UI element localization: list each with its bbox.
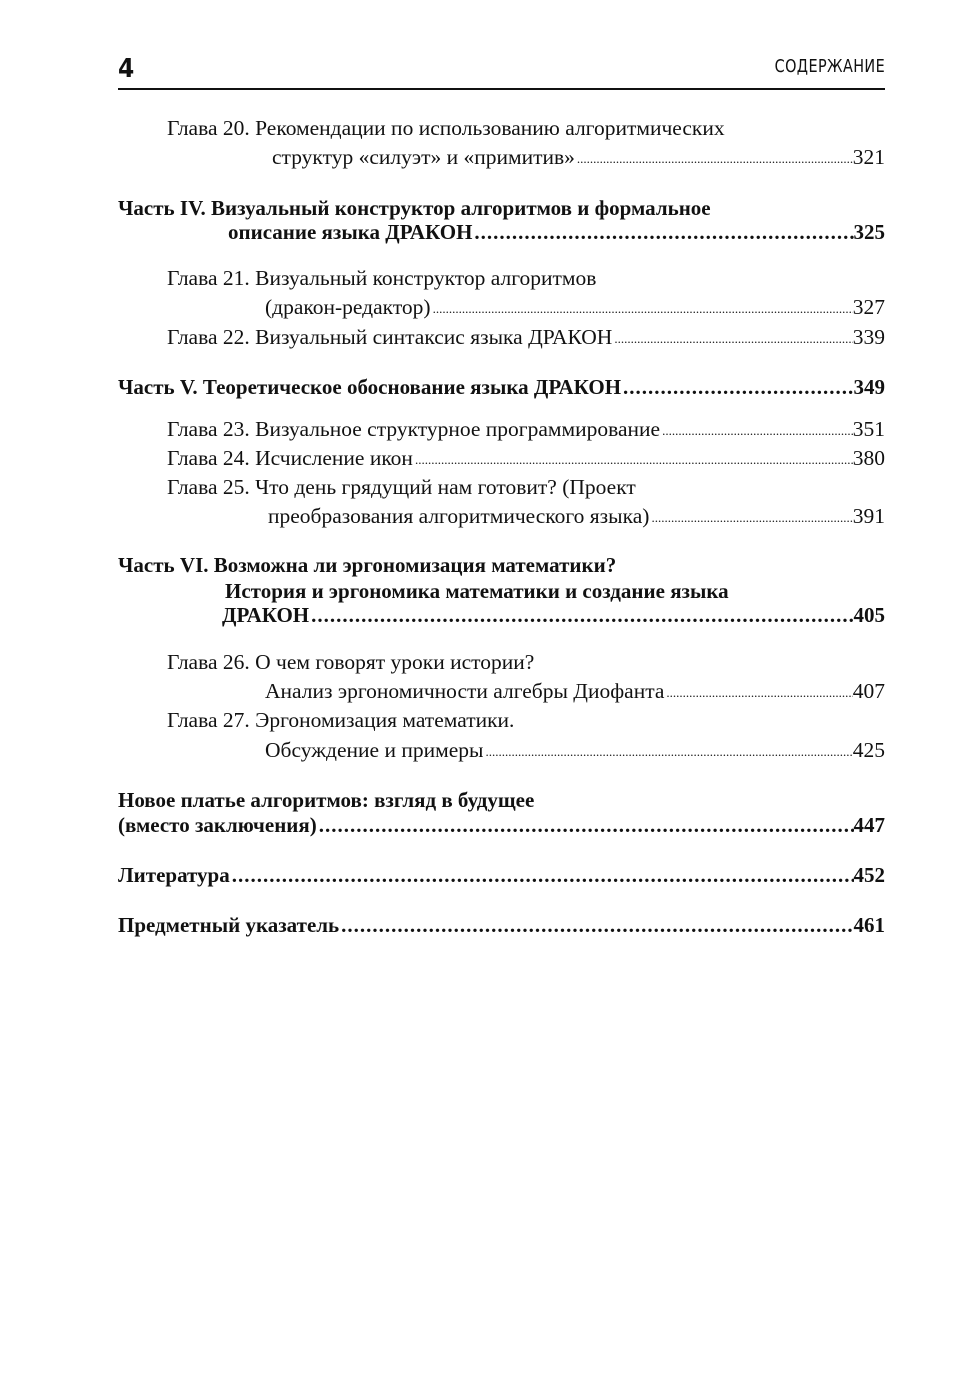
page-number: 4 [118,54,135,84]
dot-leader [483,737,852,763]
dot-leader [309,602,853,628]
dot-leader [413,445,853,471]
toc-part-title: Часть VI. Возможна ли эргономизация математики? [118,553,617,577]
dot-leader [660,416,853,442]
toc-entry-title: Глава 22. Визуальный синтаксис языка ДРАКОН [167,325,613,349]
toc-part5[interactable] [118,374,885,400]
dot-leader [621,374,853,400]
dot-leader [339,912,853,938]
toc-entry-title: (дракон-редактор) [265,295,431,319]
toc-entry-title: Обсуждение и примеры [265,738,484,762]
dot-leader [230,862,854,888]
dot-leader [472,219,853,245]
toc-part-title: Часть V. Теоретическое обоснование языка ДРАКОН [118,375,622,399]
dot-leader [612,324,852,350]
toc-entry-ch22[interactable] [167,324,885,350]
toc-index[interactable] [118,912,885,938]
toc-entry-title: Глава 25. Что день грядущий нам готовит? (Проект [167,475,636,499]
toc-entry-title: структур «силуэт» и «примитив» [272,145,575,169]
toc-entry-title: Анализ эргономичности алгебры Диофанта [265,679,665,703]
header-rule [118,88,885,90]
toc-page-number: 327 [852,295,885,319]
toc-entry-title: преобразования алгоритмического языка) [268,504,650,528]
toc-part6-line2 [225,578,885,604]
toc-entry-ch27[interactable] [265,737,885,763]
dot-leader [664,678,852,704]
toc-page-number: 321 [852,145,885,169]
toc-entry-ch26-line1 [167,649,885,675]
toc-page-number: 425 [852,738,885,762]
toc-entry-ch20[interactable] [272,144,885,170]
toc-page-number: 351 [852,417,885,441]
toc-part-title: (вместо заключения) [118,813,317,837]
toc-part-title: Литература [118,863,230,887]
toc-part-title: История и эргономика математики и создание языка [225,579,729,603]
toc-entry-title: Глава 24. Исчисление икон [167,446,413,470]
toc-entry-ch25-line1 [167,474,885,500]
toc-part6[interactable] [222,602,885,628]
toc-entry-ch20-line1 [167,115,885,141]
toc-entry-title: Глава 27. Эргономизация математики. [167,708,515,732]
toc-entry-ch21-line1 [167,265,885,291]
toc-page-number: 405 [853,603,885,627]
toc-page-number: 380 [852,446,885,470]
toc-entry-ch23[interactable] [167,416,885,442]
running-title: СОДЕРЖАНИЕ [774,56,885,77]
dot-leader [317,812,854,838]
toc-page-number: 349 [853,375,885,399]
toc-page-number: 339 [852,325,885,349]
toc-part-title: описание языка ДРАКОН [228,220,473,244]
toc-page-number: 407 [852,679,885,703]
toc-page-number: 325 [853,220,885,244]
toc-part-title: Новое платье алгоритмов: взгляд в будущее [118,788,535,812]
toc-part6-line1 [118,552,885,578]
toc-part-title: Часть IV. Визуальный конструктор алгоритмов и формальное [118,196,711,220]
toc-entry-ch27-line1 [167,707,885,733]
dot-leader [575,144,853,170]
toc-page-number: 461 [853,913,885,937]
toc-literature[interactable] [118,862,885,888]
toc-entry-ch26[interactable] [265,678,885,704]
dot-leader [649,503,852,529]
toc-entry-title: Глава 23. Визуальное структурное программирование [167,417,661,441]
toc-entry-title: Глава 26. О чем говорят уроки истории? [167,650,535,674]
toc-part-title: Предметный указатель [118,913,340,937]
toc-entry-ch25[interactable] [268,503,885,529]
toc-entry-ch24[interactable] [167,445,885,471]
toc-entry-ch21[interactable] [265,294,885,320]
toc-part-title: ДРАКОН [222,603,310,627]
toc-afterword[interactable] [118,812,885,838]
toc-afterword-line1 [118,787,885,813]
dot-leader [431,294,853,320]
toc-part4-line1 [118,195,885,221]
toc-entry-title: Глава 21. Визуальный конструктор алгоритмов [167,266,597,290]
toc-page-number: 447 [853,813,885,837]
toc-page-number: 452 [853,863,885,887]
toc-part4[interactable] [228,219,885,245]
toc-entry-title: Глава 20. Рекомендации по использованию алгоритмических [167,116,725,140]
toc-page-number: 391 [852,504,885,528]
